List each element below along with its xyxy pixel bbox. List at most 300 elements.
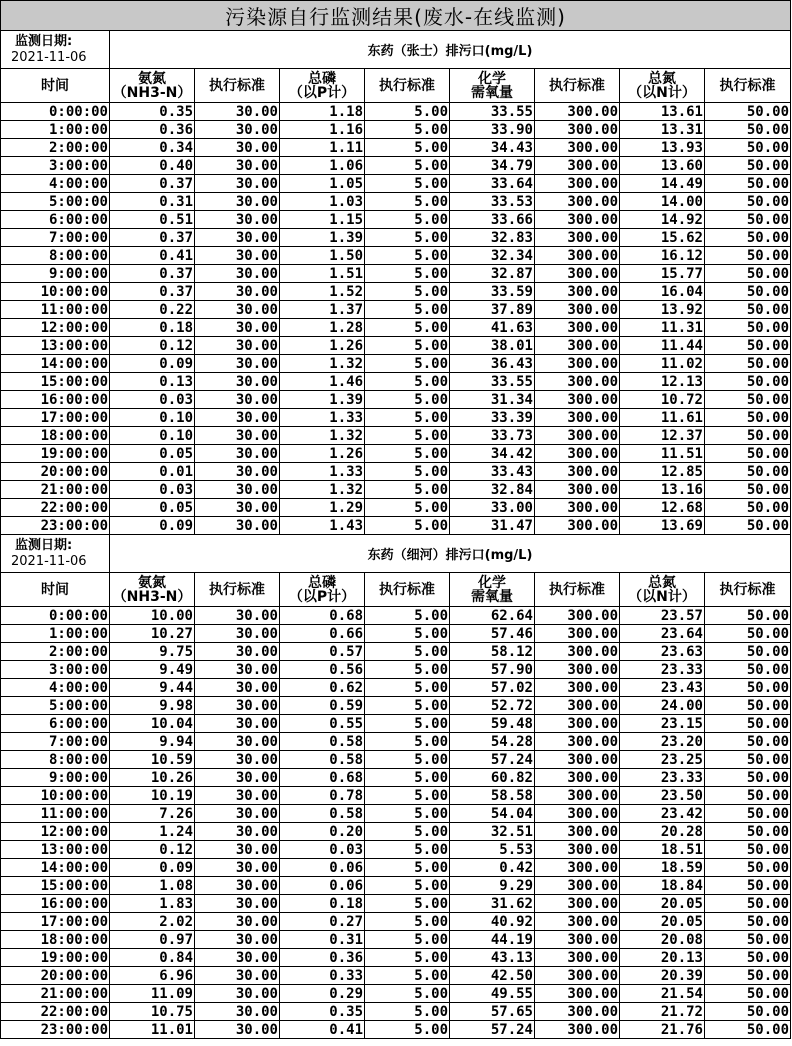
value-cell: 10.27 [110,625,195,643]
time-cell: 4:00:00 [1,679,110,697]
column-header: 化学 需氧量 [450,69,535,103]
monitor-date-value: 2021-11-06 [11,553,87,569]
table-row [1,949,791,967]
value-cell: 7.26 [110,805,195,823]
table-row [1,913,791,931]
value-cell: 50.00 [705,445,791,463]
value-cell: 50.00 [705,715,791,733]
value-cell: 0.57 [280,643,365,661]
value-cell: 58.58 [450,787,535,805]
value-cell: 1.03 [280,193,365,211]
value-cell: 5.00 [365,283,450,301]
time-cell: 2:00:00 [1,139,110,157]
value-cell: 30.00 [195,787,280,805]
time-cell: 17:00:00 [1,409,110,427]
time-cell: 1:00:00 [1,121,110,139]
value-cell: 300.00 [535,175,620,193]
value-cell: 5.00 [365,1003,450,1021]
value-cell: 300.00 [535,229,620,247]
time-cell: 23:00:00 [1,517,110,535]
column-header: 化学 需氧量 [450,573,535,607]
value-cell: 0.55 [280,715,365,733]
value-cell: 23.64 [620,625,705,643]
value-cell: 14.92 [620,211,705,229]
value-cell: 1.16 [280,121,365,139]
value-cell: 50.00 [705,355,791,373]
value-cell: 33.39 [450,409,535,427]
value-cell: 0.36 [280,949,365,967]
value-cell: 11.61 [620,409,705,427]
table-row [1,931,791,949]
value-cell: 1.43 [280,517,365,535]
table-row [1,859,791,877]
value-cell: 300.00 [535,157,620,175]
value-cell: 300.00 [535,265,620,283]
table-row [1,337,791,355]
value-cell: 1.28 [280,319,365,337]
value-cell: 50.00 [705,175,791,193]
value-cell: 20.28 [620,823,705,841]
value-cell: 30.00 [195,733,280,751]
value-cell: 300.00 [535,859,620,877]
value-cell: 33.73 [450,427,535,445]
value-cell: 34.42 [450,445,535,463]
value-cell: 31.62 [450,895,535,913]
value-cell: 30.00 [195,121,280,139]
value-cell: 0.59 [280,697,365,715]
value-cell: 5.00 [365,517,450,535]
value-cell: 5.00 [365,409,450,427]
column-header: 执行标准 [535,69,620,103]
value-cell: 50.00 [705,499,791,517]
time-cell: 9:00:00 [1,265,110,283]
value-cell: 0.31 [110,193,195,211]
value-cell: 30.00 [195,913,280,931]
column-header: 执行标准 [705,69,791,103]
value-cell: 23.25 [620,751,705,769]
value-cell: 30.00 [195,373,280,391]
value-cell: 30.00 [195,265,280,283]
table-row [1,697,791,715]
value-cell: 300.00 [535,373,620,391]
value-cell: 5.00 [365,643,450,661]
value-cell: 0.58 [280,805,365,823]
value-cell: 33.55 [450,103,535,121]
time-cell: 19:00:00 [1,949,110,967]
table-row [1,679,791,697]
value-cell: 1.05 [280,175,365,193]
section-header-row [1,31,791,69]
table-row [1,427,791,445]
value-cell: 300.00 [535,895,620,913]
value-cell: 5.00 [365,895,450,913]
value-cell: 300.00 [535,805,620,823]
time-cell: 8:00:00 [1,247,110,265]
value-cell: 0.10 [110,409,195,427]
value-cell: 300.00 [535,751,620,769]
value-cell: 300.00 [535,661,620,679]
time-cell: 15:00:00 [1,877,110,895]
value-cell: 23.50 [620,787,705,805]
value-cell: 0.97 [110,931,195,949]
value-cell: 5.00 [365,697,450,715]
table-row [1,643,791,661]
time-cell: 11:00:00 [1,805,110,823]
value-cell: 50.00 [705,625,791,643]
value-cell: 1.08 [110,877,195,895]
value-cell: 0.68 [280,607,365,625]
table-row [1,751,791,769]
value-cell: 0.06 [280,877,365,895]
table-row [1,121,791,139]
value-cell: 0.68 [280,769,365,787]
monitor-date-cell [1,31,110,69]
value-cell: 44.19 [450,931,535,949]
value-cell: 57.24 [450,1021,535,1039]
time-cell: 4:00:00 [1,175,110,193]
value-cell: 0.34 [110,139,195,157]
value-cell: 32.34 [450,247,535,265]
value-cell: 50.00 [705,265,791,283]
column-header: 总氮 （以N计） [620,69,705,103]
value-cell: 5.00 [365,949,450,967]
value-cell: 300.00 [535,445,620,463]
table-row [1,499,791,517]
time-cell: 3:00:00 [1,157,110,175]
value-cell: 0.03 [280,841,365,859]
column-header: 执行标准 [195,69,280,103]
value-cell: 0.20 [280,823,365,841]
value-cell: 18.59 [620,859,705,877]
time-cell: 6:00:00 [1,715,110,733]
outlet-name: 东药（张士）排污口(mg/L) [110,31,791,69]
value-cell: 34.43 [450,139,535,157]
value-cell: 5.00 [365,427,450,445]
value-cell: 1.83 [110,895,195,913]
value-cell: 1.06 [280,157,365,175]
value-cell: 50.00 [705,481,791,499]
table-row [1,895,791,913]
value-cell: 30.00 [195,445,280,463]
value-cell: 50.00 [705,697,791,715]
value-cell: 9.44 [110,679,195,697]
value-cell: 30.00 [195,283,280,301]
table-row [1,625,791,643]
value-cell: 0.56 [280,661,365,679]
value-cell: 1.50 [280,247,365,265]
outlet-name: 东药（细河）排污口(mg/L) [110,535,791,573]
value-cell: 300.00 [535,211,620,229]
value-cell: 32.51 [450,823,535,841]
value-cell: 0.35 [110,103,195,121]
table-row [1,391,791,409]
value-cell: 13.92 [620,301,705,319]
value-cell: 5.00 [365,265,450,283]
value-cell: 300.00 [535,247,620,265]
table-row [1,1003,791,1021]
value-cell: 0.41 [110,247,195,265]
value-cell: 57.02 [450,679,535,697]
time-cell: 21:00:00 [1,985,110,1003]
value-cell: 33.90 [450,121,535,139]
value-cell: 13.60 [620,157,705,175]
value-cell: 30.00 [195,625,280,643]
time-cell: 12:00:00 [1,823,110,841]
value-cell: 30.00 [195,355,280,373]
value-cell: 50.00 [705,211,791,229]
value-cell: 30.00 [195,805,280,823]
column-header: 时间 [1,573,110,607]
value-cell: 50.00 [705,607,791,625]
column-header: 氨氮 （NH3-N） [110,573,195,607]
value-cell: 50.00 [705,787,791,805]
value-cell: 1.24 [110,823,195,841]
value-cell: 0.03 [110,481,195,499]
value-cell: 31.47 [450,517,535,535]
time-cell: 3:00:00 [1,661,110,679]
value-cell: 5.00 [365,247,450,265]
value-cell: 300.00 [535,391,620,409]
value-cell: 300.00 [535,769,620,787]
value-cell: 50.00 [705,301,791,319]
value-cell: 0.05 [110,445,195,463]
table-row [1,373,791,391]
time-cell: 16:00:00 [1,895,110,913]
value-cell: 10.26 [110,769,195,787]
monitor-date-cell [1,535,110,573]
time-cell: 17:00:00 [1,913,110,931]
value-cell: 0.05 [110,499,195,517]
table-row [1,733,791,751]
value-cell: 5.00 [365,805,450,823]
value-cell: 12.85 [620,463,705,481]
value-cell: 50.00 [705,337,791,355]
value-cell: 23.15 [620,715,705,733]
table-row [1,445,791,463]
value-cell: 1.39 [280,391,365,409]
value-cell: 0.29 [280,985,365,1003]
value-cell: 12.68 [620,499,705,517]
value-cell: 23.57 [620,607,705,625]
table-row [1,265,791,283]
value-cell: 13.93 [620,139,705,157]
value-cell: 5.00 [365,355,450,373]
value-cell: 50.00 [705,103,791,121]
value-cell: 0.58 [280,733,365,751]
value-cell: 5.00 [365,625,450,643]
value-cell: 0.10 [110,427,195,445]
value-cell: 0.09 [110,517,195,535]
value-cell: 300.00 [535,301,620,319]
time-cell: 12:00:00 [1,319,110,337]
column-header-row [1,69,791,103]
value-cell: 30.00 [195,319,280,337]
table-row [1,1021,791,1039]
value-cell: 30.00 [195,769,280,787]
value-cell: 14.49 [620,175,705,193]
value-cell: 9.94 [110,733,195,751]
value-cell: 30.00 [195,517,280,535]
value-cell: 57.90 [450,661,535,679]
value-cell: 0.13 [110,373,195,391]
table-row [1,355,791,373]
value-cell: 5.00 [365,103,450,121]
value-cell: 5.00 [365,661,450,679]
value-cell: 5.00 [365,841,450,859]
value-cell: 0.84 [110,949,195,967]
value-cell: 40.92 [450,913,535,931]
value-cell: 10.19 [110,787,195,805]
value-cell: 300.00 [535,643,620,661]
value-cell: 11.09 [110,985,195,1003]
value-cell: 18.51 [620,841,705,859]
value-cell: 13.69 [620,517,705,535]
value-cell: 23.20 [620,733,705,751]
value-cell: 54.04 [450,805,535,823]
value-cell: 5.00 [365,175,450,193]
table-row [1,229,791,247]
value-cell: 50.00 [705,823,791,841]
value-cell: 34.79 [450,157,535,175]
value-cell: 50.00 [705,859,791,877]
value-cell: 30.00 [195,715,280,733]
value-cell: 1.33 [280,463,365,481]
value-cell: 300.00 [535,733,620,751]
value-cell: 30.00 [195,1021,280,1039]
value-cell: 300.00 [535,319,620,337]
value-cell: 16.04 [620,283,705,301]
value-cell: 57.46 [450,625,535,643]
value-cell: 50.00 [705,247,791,265]
value-cell: 30.00 [195,931,280,949]
value-cell: 50.00 [705,283,791,301]
value-cell: 30.00 [195,679,280,697]
value-cell: 15.77 [620,265,705,283]
time-cell: 5:00:00 [1,697,110,715]
value-cell: 300.00 [535,949,620,967]
value-cell: 16.12 [620,247,705,265]
value-cell: 5.00 [365,445,450,463]
table-row [1,283,791,301]
value-cell: 50.00 [705,967,791,985]
value-cell: 0.62 [280,679,365,697]
value-cell: 30.00 [195,481,280,499]
value-cell: 0.09 [110,355,195,373]
table-row [1,967,791,985]
value-cell: 5.00 [365,499,450,517]
value-cell: 33.00 [450,499,535,517]
value-cell: 10.59 [110,751,195,769]
value-cell: 1.18 [280,103,365,121]
table-row [1,157,791,175]
column-header: 执行标准 [365,69,450,103]
value-cell: 10.75 [110,1003,195,1021]
value-cell: 50.00 [705,391,791,409]
value-cell: 50.00 [705,463,791,481]
value-cell: 50.00 [705,643,791,661]
value-cell: 30.00 [195,409,280,427]
table-row [1,463,791,481]
value-cell: 11.02 [620,355,705,373]
value-cell: 0.35 [280,1003,365,1021]
time-cell: 22:00:00 [1,499,110,517]
value-cell: 300.00 [535,463,620,481]
value-cell: 30.00 [195,139,280,157]
value-cell: 0.12 [110,841,195,859]
title-row [1,1,791,31]
value-cell: 50.00 [705,841,791,859]
value-cell: 0.27 [280,913,365,931]
value-cell: 32.87 [450,265,535,283]
value-cell: 5.00 [365,823,450,841]
value-cell: 50.00 [705,805,791,823]
value-cell: 0.06 [280,859,365,877]
time-cell: 19:00:00 [1,445,110,463]
time-cell: 22:00:00 [1,1003,110,1021]
value-cell: 0.40 [110,157,195,175]
value-cell: 5.00 [365,769,450,787]
table-row [1,319,791,337]
value-cell: 50.00 [705,949,791,967]
value-cell: 30.00 [195,841,280,859]
table-row [1,877,791,895]
time-cell: 18:00:00 [1,427,110,445]
value-cell: 10.00 [110,607,195,625]
value-cell: 38.01 [450,337,535,355]
column-header: 执行标准 [535,573,620,607]
value-cell: 0.33 [280,967,365,985]
table-row [1,175,791,193]
column-header: 执行标准 [365,573,450,607]
value-cell: 21.76 [620,1021,705,1039]
value-cell: 50.00 [705,1003,791,1021]
column-header: 执行标准 [195,573,280,607]
column-header: 总氮 （以N计） [620,573,705,607]
value-cell: 300.00 [535,877,620,895]
value-cell: 300.00 [535,607,620,625]
time-cell: 16:00:00 [1,391,110,409]
value-cell: 11.01 [110,1021,195,1039]
value-cell: 24.00 [620,697,705,715]
value-cell: 20.05 [620,895,705,913]
value-cell: 50.00 [705,157,791,175]
time-cell: 10:00:00 [1,283,110,301]
value-cell: 11.44 [620,337,705,355]
value-cell: 300.00 [535,841,620,859]
value-cell: 50.00 [705,733,791,751]
value-cell: 1.15 [280,211,365,229]
time-cell: 21:00:00 [1,481,110,499]
value-cell: 30.00 [195,643,280,661]
value-cell: 50.00 [705,427,791,445]
value-cell: 1.37 [280,301,365,319]
value-cell: 30.00 [195,337,280,355]
value-cell: 0.66 [280,625,365,643]
value-cell: 41.63 [450,319,535,337]
value-cell: 32.84 [450,481,535,499]
value-cell: 21.54 [620,985,705,1003]
value-cell: 50.00 [705,229,791,247]
value-cell: 15.62 [620,229,705,247]
value-cell: 0.42 [450,859,535,877]
value-cell: 50.00 [705,319,791,337]
value-cell: 50.00 [705,661,791,679]
value-cell: 0.01 [110,463,195,481]
value-cell: 1.33 [280,409,365,427]
value-cell: 300.00 [535,427,620,445]
table-row [1,607,791,625]
value-cell: 5.00 [365,481,450,499]
